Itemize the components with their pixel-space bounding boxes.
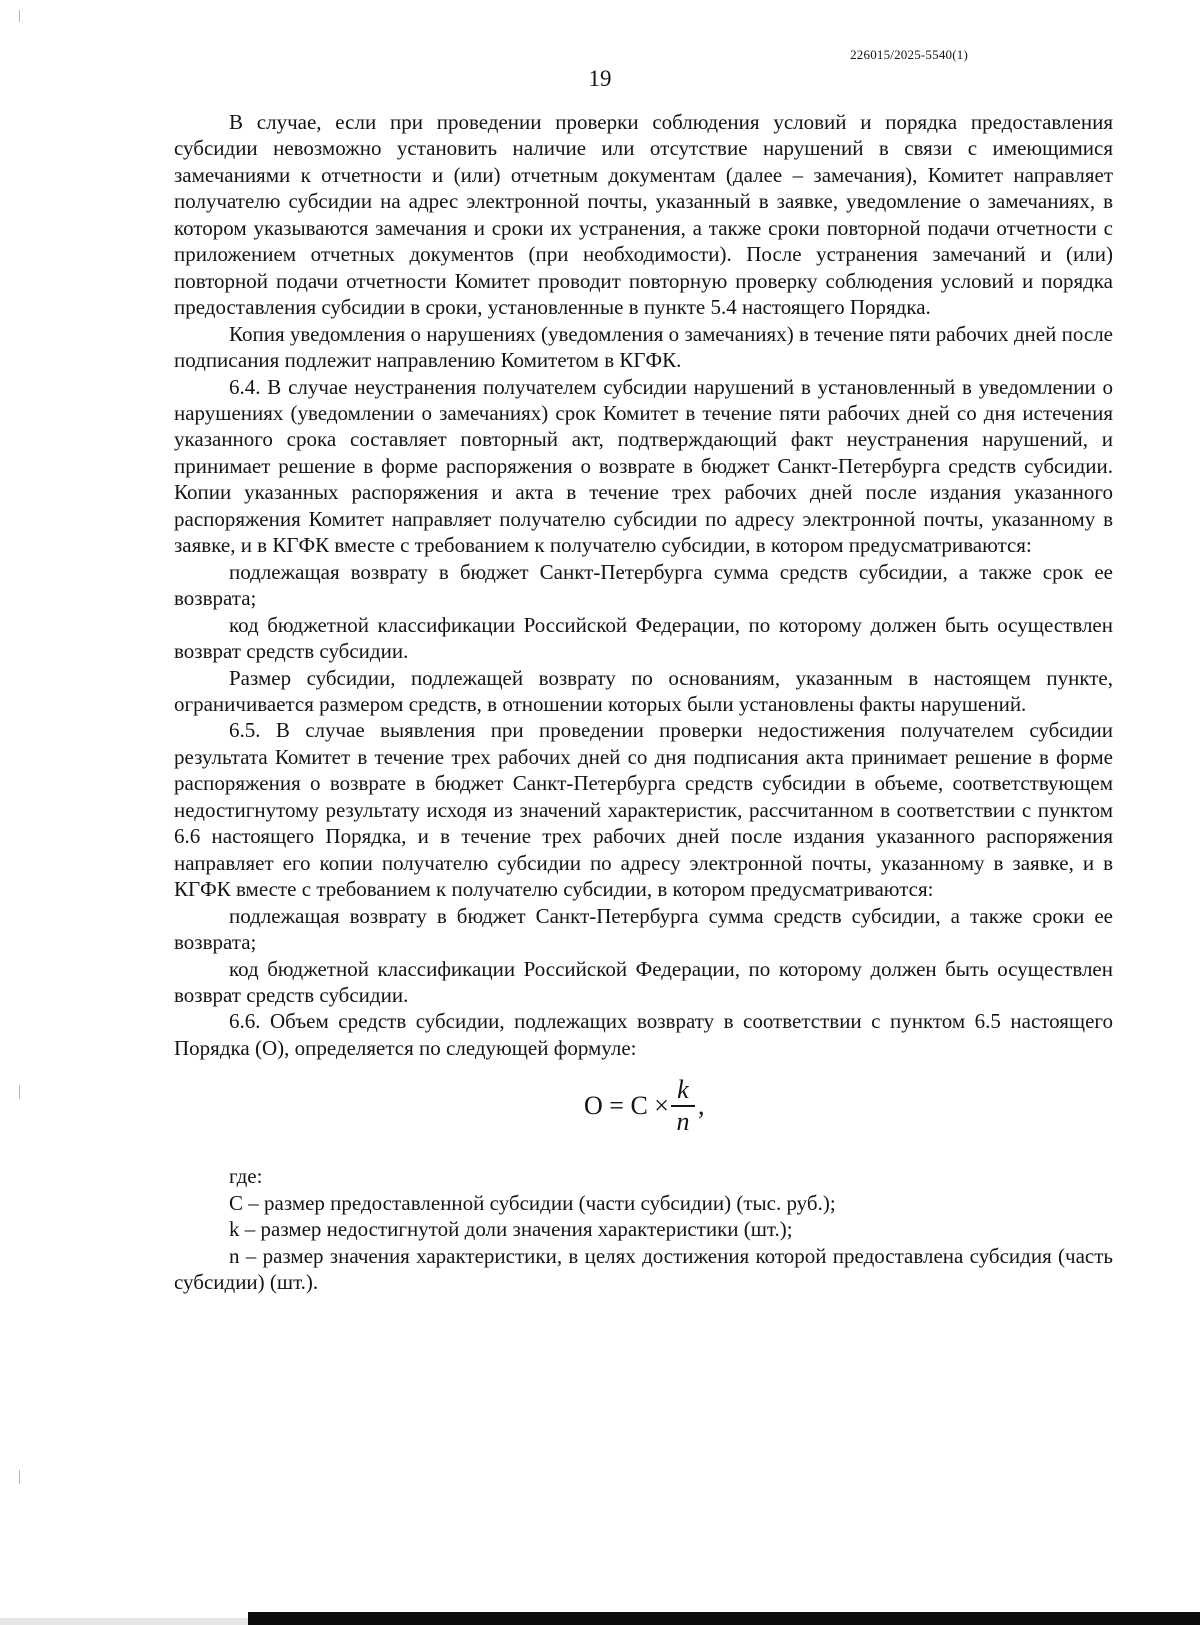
scan-margin-mark <box>19 1085 20 1099</box>
paragraph-6-4-item-amount: подлежащая возврату в бюджет Санкт-Петербурга сумма средств субсидии, а также срок ее возврата; <box>174 559 1113 611</box>
formula <box>174 1067 1113 1155</box>
definitions-intro: где: <box>229 1164 263 1189</box>
page-number: 19 <box>588 66 612 91</box>
scan-margin-mark <box>19 10 20 22</box>
formula-lhs: О = С × <box>584 1091 669 1121</box>
scan-bottom-edge <box>248 1612 1200 1625</box>
paragraph-6-5-item-amount: подлежащая возврату в бюджет Санкт-Петербурга сумма средств субсидии, а также сроки ее возврата; <box>174 903 1113 955</box>
definition-c: С – размер предоставленной субсидии (части субсидии) (тыс. руб.); <box>229 1190 836 1215</box>
scan-margin-mark <box>19 1470 20 1484</box>
formula-denominator: n <box>676 1106 690 1136</box>
paragraph-6-4-item-code: код бюджетной классификации Российской Федерации, по которому должен быть осуществлен возврат средств субсидии. <box>174 612 1113 664</box>
definition-k: k – размер недостигнутой доли значения характеристики (шт.); <box>229 1217 793 1242</box>
paragraph-6-5-item-code: код бюджетной классификации Российской Федерации, по которому должен быть осуществлен возврат средств субсидии. <box>174 956 1113 1007</box>
paragraph-6-5: 6.5. В случае выявления при проведении проверки недостижения получателем субсидии результата Комитет в течение трех рабочих дней со дня подписания акта принимает решение в форме распоряжения о возврате в бюджет Санкт-Петербурга средств субсидии в объеме, соответствующем недостигнутому результату исходя из значений характеристик, рассчитанном в соответствии с пунктом 6.6 настоящего Порядка, и в течение трех рабочих дней после издания указанного распоряжения направляет его копии получателю субсидии по адресу электронной почты, указанному в заявке, и в КГФК вместе с требованием к получателю субсидии, в котором предусматриваются: <box>174 718 1113 902</box>
scan-bottom-edge-light <box>0 1618 248 1625</box>
formula-fraction <box>671 1075 695 1137</box>
paragraph-notice-copy: Копия уведомления о нарушениях (уведомления о замечаниях) в течение пяти рабочих дней после подписания подлежит направлению Комитетом в КГФК. <box>174 321 1113 373</box>
paragraph-6-6: 6.6. Объем средств субсидии, подлежащих возврату в соответствии с пунктом 6.5 настоящего Порядка (О), определяется по следующей формуле: <box>174 1009 1113 1060</box>
formula-numerator: k <box>677 1075 689 1105</box>
paragraph-6-4-limit: Размер субсидии, подлежащей возврату по основаниям, указанным в настоящем пункте, ограничивается размером средств, в отношении которых были установлены факты нарушений. <box>174 665 1113 716</box>
document-body <box>174 109 1113 1296</box>
paragraph-6-4: 6.4. В случае неустранения получателем субсидии нарушений в установленный в уведомлении о нарушениях (уведомлении о замечаниях) срок Комитет в течение пяти рабочих дней со дня истечения указанного срока составляет повторный акт, подтверждающий факт неустранения нарушений, и принимает решение в форме распоряжения о возврате в бюджет Санкт-Петербурга средств субсидии. Копии указанных распоряжения и акта в течение трех рабочих дней после издания указанного распоряжения Комитет направляет получателю субсидии по адресу электронной почты, указанному в заявке, и в КГФК вместе с требованием к получателю субсидии, в котором предусматриваются: <box>174 374 1113 558</box>
definition-n: n – размер значения характеристики, в целях достижения которой предоставлена субсидия (часть субсидии) (шт.). <box>174 1243 1113 1295</box>
paragraph-remarks: В случае, если при проведении проверки соблюдения условий и порядка предоставления субсидии невозможно установить наличие или отсутствие нарушений в связи с имеющимися замечаниями к отчетности и (или) отчетным документам (далее – замечания), Комитет направляет получателю субсидии на адрес электронной почты, указанный в заявке, уведомление о замечаниях, в котором указываются замечания и сроки их устранения, а также сроки повторной подачи отчетности с приложением отчетных документов (при необходимости). После устранения замечаний и (или) повторной подачи отчетности Комитет проводит повторную проверку соблюдения условий и порядка предоставления субсидии в сроки, установленные в пункте 5.4 настоящего Порядка. <box>174 110 1113 320</box>
doc-number: 226015/2025-5540(1) <box>850 47 968 62</box>
formula-tail: , <box>697 1091 705 1121</box>
